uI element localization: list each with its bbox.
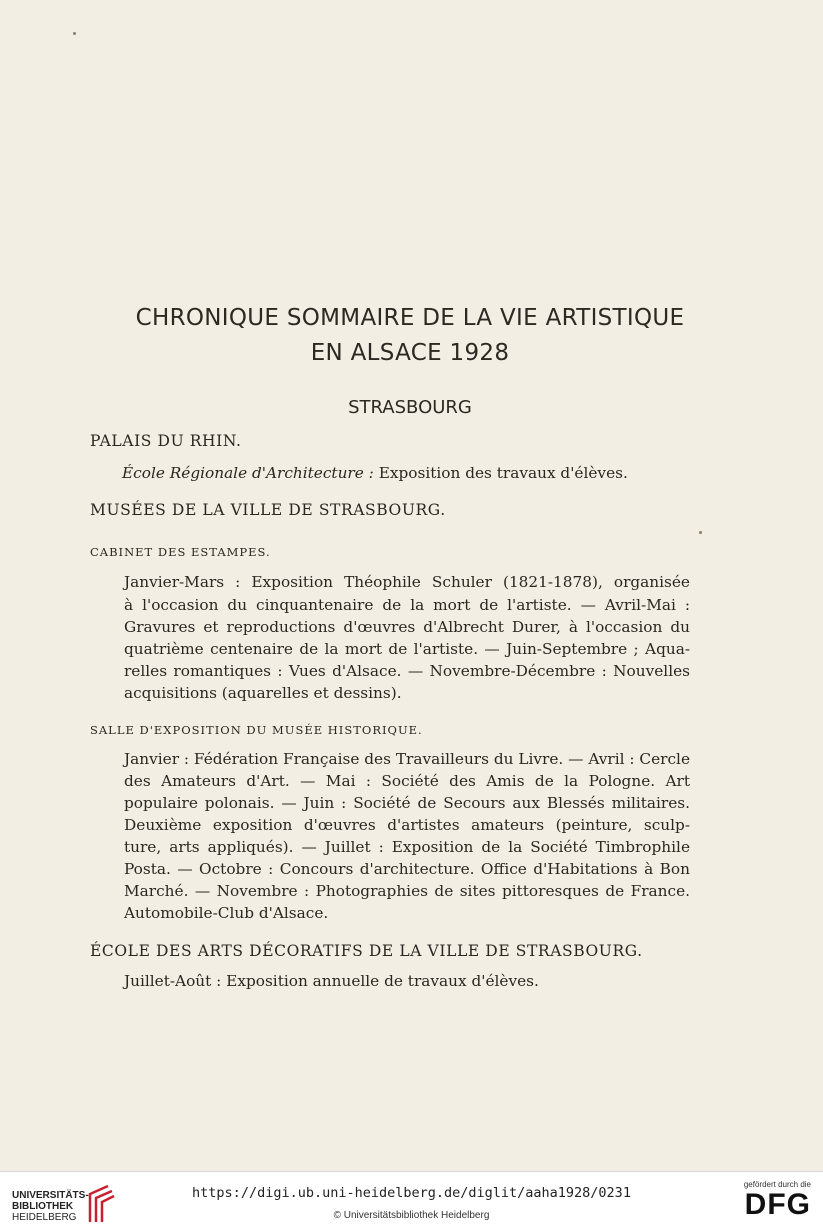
cabinet-line: quatrième centenaire de la mort de l'artiste. — Juin-Septembre ; Aqua- — [124, 640, 690, 658]
salle-heading: SALLE D'EXPOSITION DU MUSÉE HISTORIQUE. — [90, 723, 423, 737]
salle-line: Posta. — Octobre : Concours d'architecture. Office d'Habitations à Bon — [124, 860, 690, 878]
page-title-line-1: CHRONIQUE SOMMAIRE DE LA VIE ARTISTIQUE — [135, 305, 685, 331]
copyright-notice: © Universitätsbibliothek Heidelberg — [333, 1210, 490, 1221]
paper-speck — [699, 531, 702, 534]
cabinet-line: relles romantiques : Vues d'Alsace. — Novembre-Décembre : Nouvelles — [124, 662, 690, 680]
cabinet-line: Gravures et reproductions d'œuvres d'Albrecht Durer, à l'occasion du — [124, 618, 690, 636]
cabinet-line: à l'occasion du cinquantenaire de la mort de l'artiste. — Avril-Mai : — [124, 596, 690, 614]
funding-label: gefördert durch die — [743, 1180, 811, 1189]
salle-line: des Amateurs d'Art. — Mai : Société des Amis de la Pologne. Art — [124, 772, 690, 790]
ecole-heading: ÉCOLE DES ARTS DÉCORATIFS DE LA VILLE DE STRASBOURG. — [90, 942, 643, 960]
ecole-entry: Juillet-Août : Exposition annuelle de travaux d'élèves. — [124, 972, 539, 990]
dfg-logo[interactable] — [731, 1180, 811, 1221]
salle-line: Automobile-Club d'Alsace. — [124, 904, 329, 922]
palais-text: Exposition des travaux d'élèves. — [378, 464, 628, 482]
salle-line: Deuxième exposition d'œuvres d'artistes amateurs (peinture, sculp- — [124, 816, 690, 834]
city-heading: STRASBOURG — [348, 397, 472, 418]
logo-line-2: BIBLIOTHEK — [12, 1201, 74, 1212]
page-title-line-2: EN ALSACE 1928 — [310, 340, 510, 366]
salle-line: Janvier : Fédération Française des Travailleurs du Livre. — Avril : Cercle — [124, 750, 690, 768]
paper-speck — [73, 32, 76, 35]
musees-heading: MUSÉES DE LA VILLE DE STRASBOURG. — [90, 501, 446, 519]
salle-line: populaire polonais. — Juin : Société de Secours aux Blessés militaires. — [124, 794, 690, 812]
cabinet-heading: CABINET DES ESTAMPES. — [90, 545, 271, 559]
palais-heading: PALAIS DU RHIN. — [90, 432, 242, 450]
permalink-url[interactable]: https://digi.ub.uni-heidelberg.de/diglit/aaha1928/0231 — [192, 1185, 631, 1201]
logo-line-1: UNIVERSITÄTS- — [12, 1190, 89, 1201]
cabinet-line: Janvier-Mars : Exposition Théophile Schuler (1821-1878), organisée — [124, 573, 690, 591]
palais-entry — [122, 464, 628, 482]
cabinet-line: acquisitions (aquarelles et dessins). — [124, 684, 402, 702]
salle-line: ture, arts appliqués). — Juillet : Exposition de la Société Timbrophile — [124, 838, 690, 856]
viewer-footer — [0, 1171, 823, 1232]
logo-line-3: HEIDELBERG — [12, 1212, 77, 1223]
palais-italic: École Régionale d'Architecture : — [122, 464, 374, 482]
salle-line: Marché. — Novembre : Photographies de sites pittoresques de France. — [124, 882, 690, 900]
dfg-wordmark: DFG — [744, 1188, 811, 1221]
